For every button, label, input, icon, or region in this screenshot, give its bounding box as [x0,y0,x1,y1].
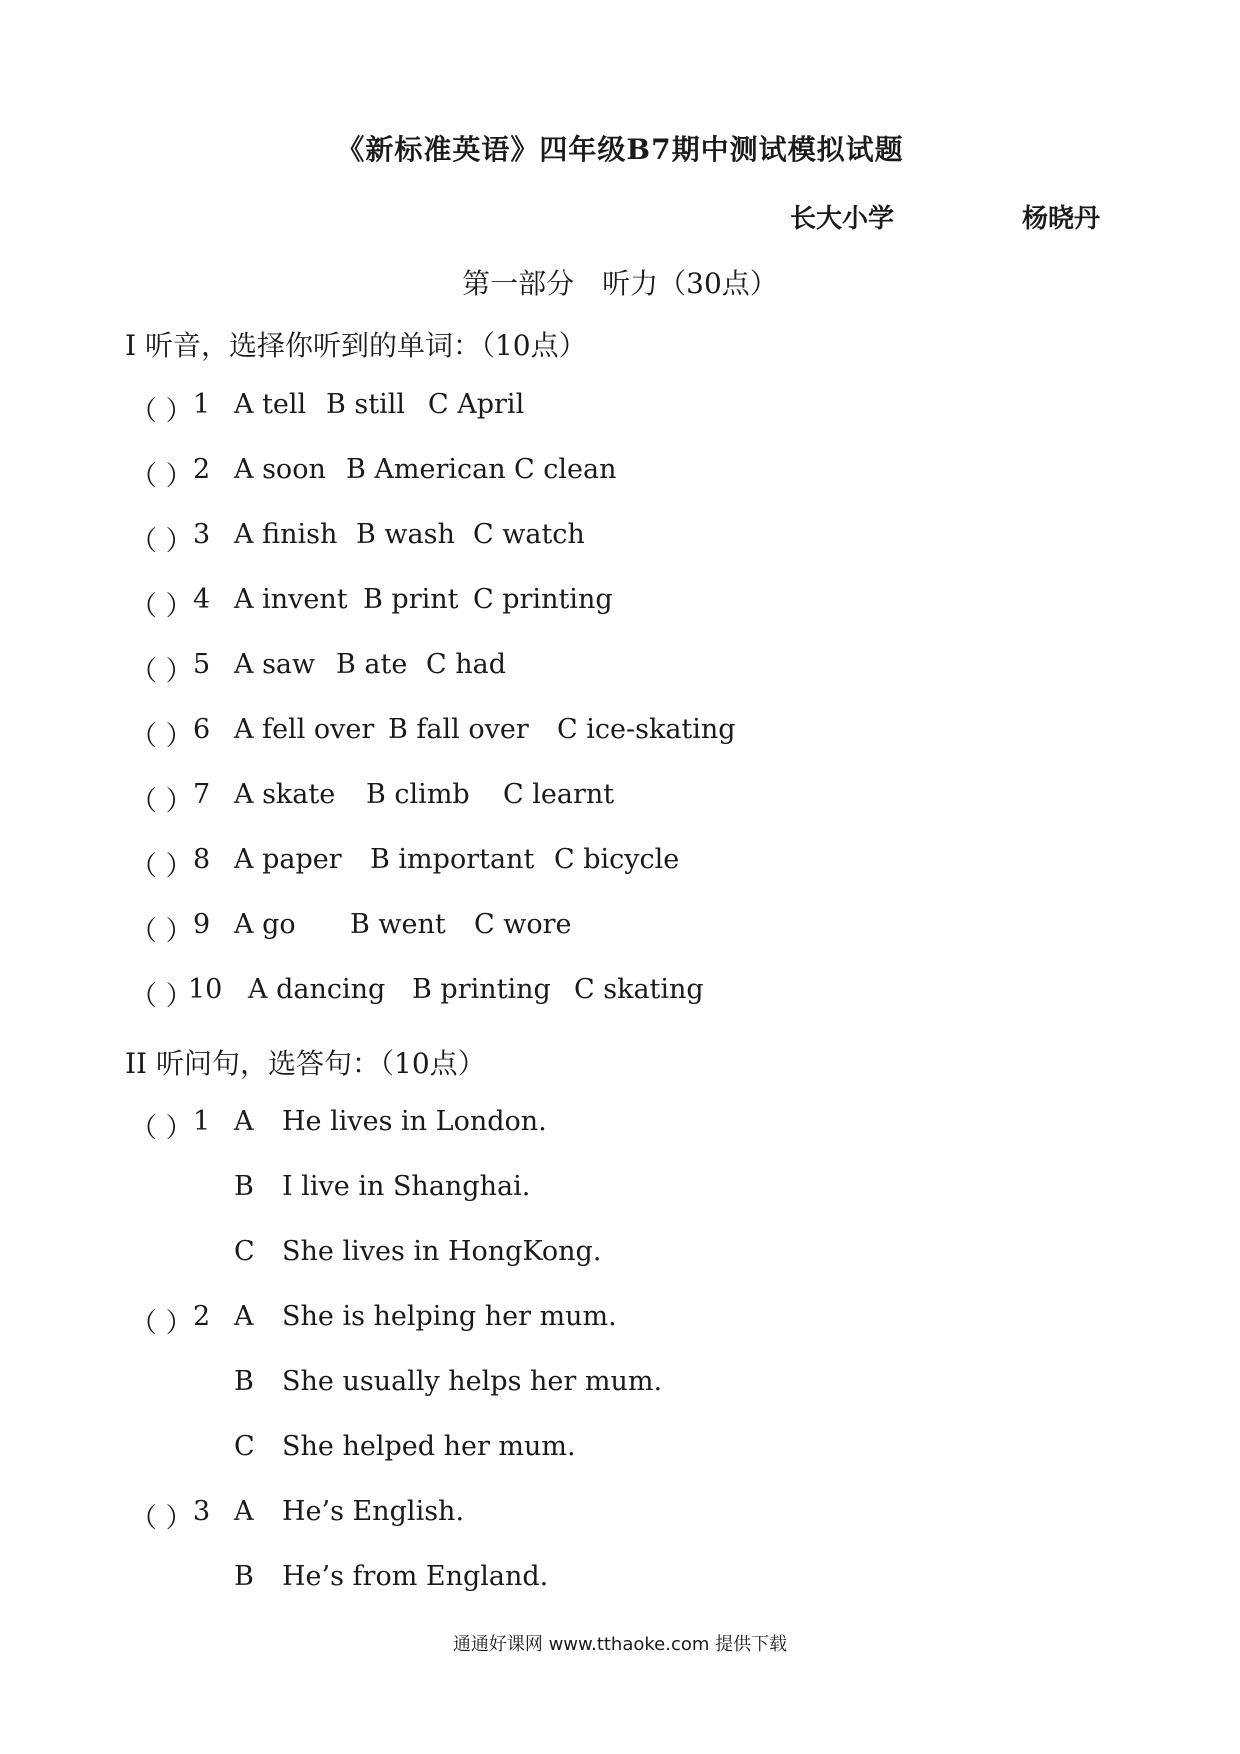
question-row [0,1496,1240,1536]
answer-blank[interactable]: （ ） [130,981,193,1012]
option-c: C had [426,649,507,680]
answer-blank[interactable]: （ ） [130,396,193,427]
option-c: C clean [514,454,617,485]
option-text: She usually helps her mum. [282,1366,663,1397]
answer-blank[interactable]: （ ） [130,656,193,687]
option-b: B print [363,584,459,615]
question-row [0,974,1240,1014]
option-c: C wore [474,909,572,940]
question-row [0,584,1240,624]
option-a: A finish [234,519,338,550]
question-number: 3 [193,519,211,550]
option-a: A fell over [234,714,375,745]
question-row [0,454,1240,494]
option-b: B fall over [388,714,529,745]
option-c: C skating [574,974,704,1005]
answer-blank[interactable]: （ ） [130,461,193,492]
answer-blank[interactable]: （ ） [130,591,193,622]
option-letter: A [234,1106,254,1137]
option-a: A invent [234,584,348,615]
answer-blank[interactable]: （ ） [130,1308,193,1339]
section-heading-1: I 听音，选择你听到的单词：（10点） [125,329,587,362]
question-number: 9 [193,909,211,940]
question-option-row [0,1236,1240,1276]
author-name: 杨晓丹 [1022,204,1101,234]
option-b: B went [350,909,446,940]
question-number: 10 [188,974,223,1005]
option-c: C learnt [503,779,615,810]
question-number: 8 [193,844,211,875]
question-row [0,779,1240,819]
option-letter: B [234,1171,254,1202]
option-a: A skate [234,779,336,810]
question-number: 1 [193,1106,211,1137]
question-number: 2 [193,454,211,485]
question-row [0,519,1240,559]
page-footer: 通通好课网 www.tthaoke.com 提供下载 [452,1634,788,1655]
question-number: 1 [193,389,211,420]
answer-blank[interactable]: （ ） [130,916,193,947]
option-c: C April [428,389,525,420]
option-b: B wash [356,519,455,550]
option-a: A tell [234,389,307,420]
question-row [0,1106,1240,1146]
question-row [0,714,1240,754]
option-text: She lives in HongKong. [282,1236,602,1267]
question-number: 2 [193,1301,211,1332]
question-row [0,1301,1240,1341]
question-row [0,844,1240,884]
option-a: A soon [234,454,326,485]
option-b: B still [326,389,406,420]
question-option-row [0,1366,1240,1406]
school-name: 长大小学 [790,204,895,234]
question-option-row [0,1431,1240,1471]
answer-blank[interactable]: （ ） [130,1503,193,1534]
question-number: 7 [193,779,211,810]
option-text: He lives in London. [282,1106,547,1137]
option-letter: C [234,1431,255,1462]
answer-blank[interactable]: （ ） [130,721,193,752]
option-b: B important [370,844,535,875]
option-letter: B [234,1366,254,1397]
question-row [0,389,1240,429]
section-heading-2: II 听问句，选答句：（10点） [125,1047,486,1080]
option-c: C ice-skating [557,714,736,745]
question-number: 5 [193,649,211,680]
option-b: B American [346,454,506,485]
question-row [0,649,1240,689]
question-option-row [0,1171,1240,1211]
answer-blank[interactable]: （ ） [130,851,193,882]
question-number: 4 [193,584,211,615]
answer-blank[interactable]: （ ） [130,1113,193,1144]
question-row [0,909,1240,949]
option-a: A paper [234,844,342,875]
option-b: B printing [412,974,551,1005]
option-text: She helped her mum. [282,1431,576,1462]
answer-blank[interactable]: （ ） [130,786,193,817]
option-letter: B [234,1561,254,1592]
option-a: A saw [234,649,316,680]
option-text: He’s from England. [282,1561,549,1592]
question-number: 6 [193,714,211,745]
author-line [0,198,1240,234]
option-b: B ate [336,649,408,680]
option-c: C bicycle [554,844,680,875]
option-text: She is helping her mum. [282,1301,617,1332]
option-letter: A [234,1496,254,1527]
question-number: 3 [193,1496,211,1527]
option-text: He’s English. [282,1496,465,1527]
answer-blank[interactable]: （ ） [130,526,193,557]
option-c: C printing [473,584,613,615]
page-title: 《新标准英语》四年级B7期中测试模拟试题 [336,133,904,166]
option-c: C watch [473,519,585,550]
option-letter: A [234,1301,254,1332]
option-letter: C [234,1236,255,1267]
option-b: B climb [366,779,470,810]
question-option-row [0,1561,1240,1601]
part-heading: 第一部分 听力（30点） [462,267,778,300]
option-text: I live in Shanghai. [282,1171,531,1202]
option-a: A go [234,909,296,940]
option-a: A dancing [248,974,386,1005]
